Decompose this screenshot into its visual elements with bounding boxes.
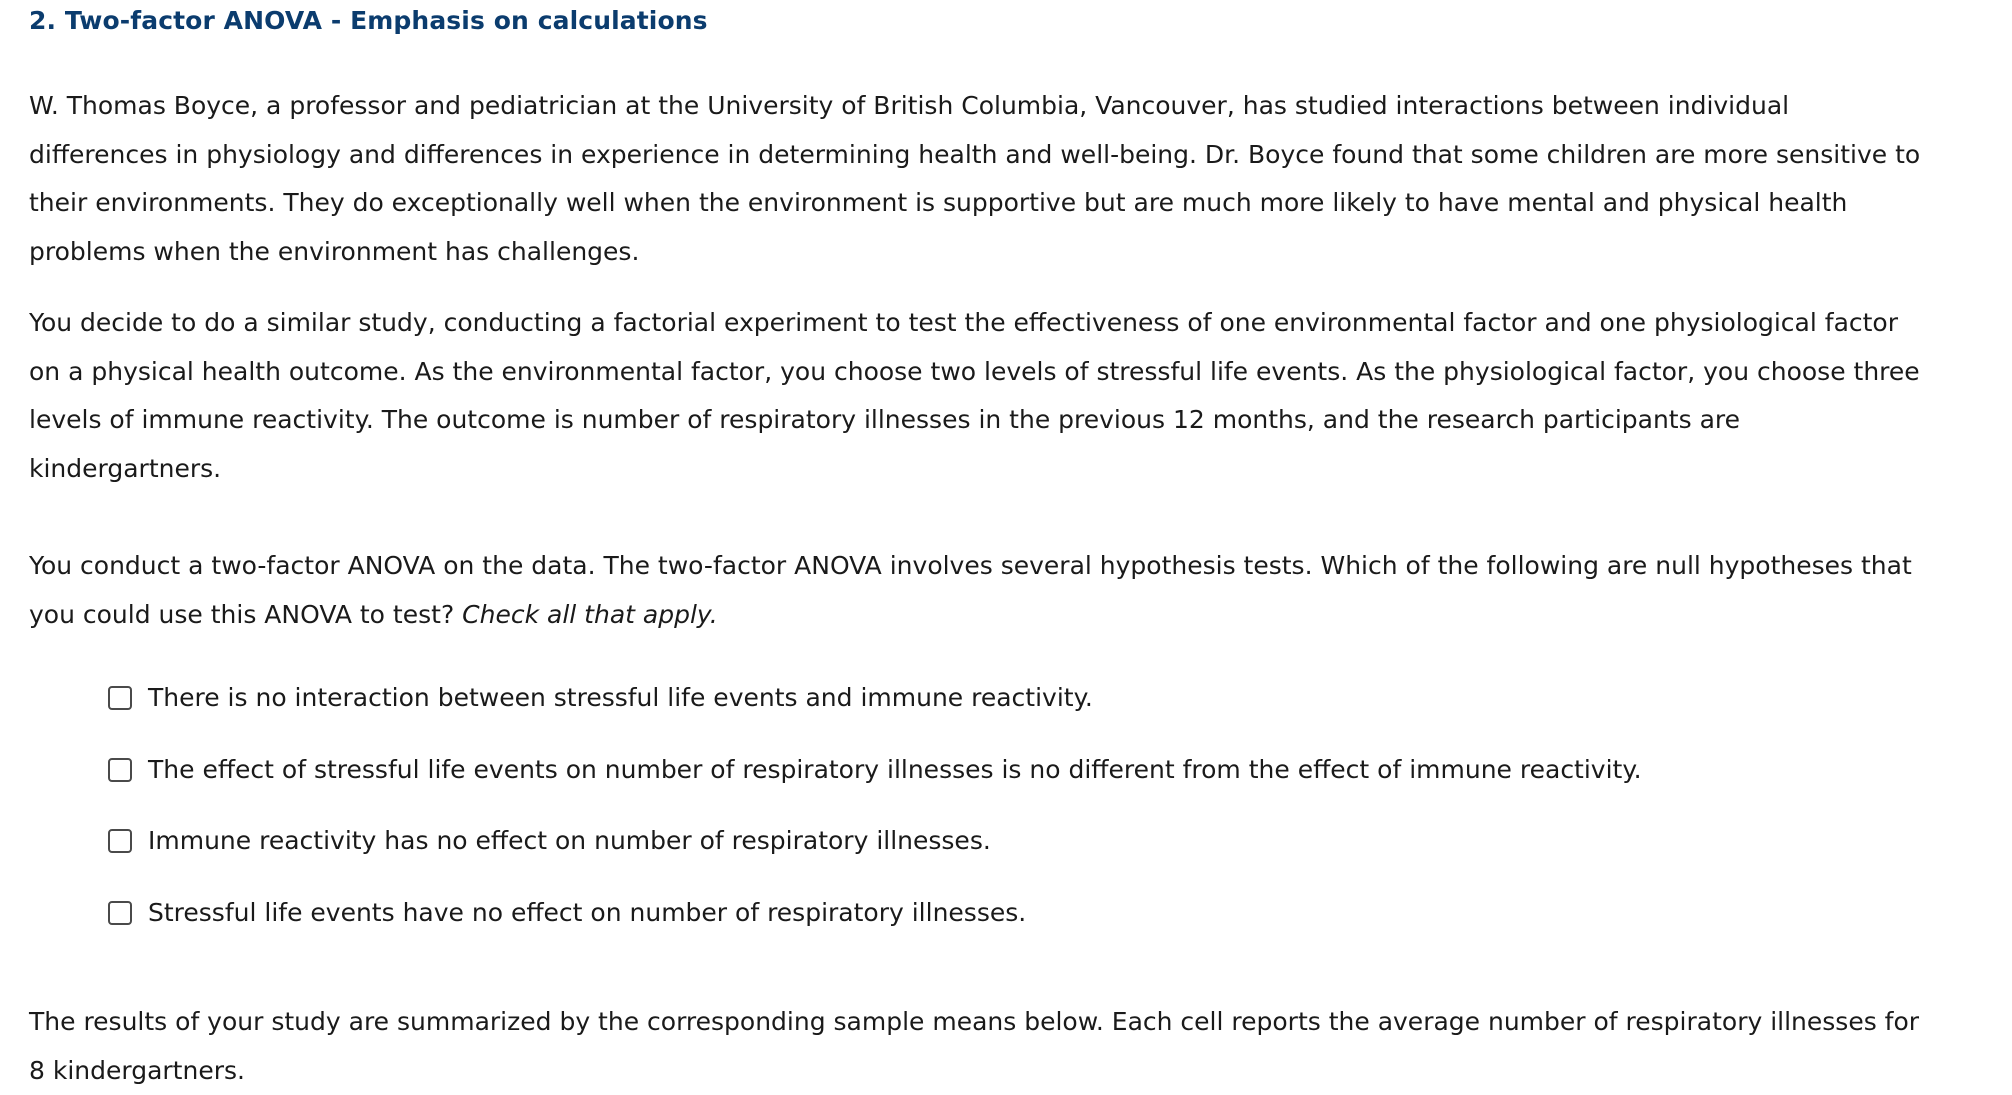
answer-options	[108, 678, 1642, 964]
checkbox-option-3[interactable]	[108, 829, 132, 853]
option-label[interactable]: Immune reactivity has no effect on number of respiratory illnesses.	[148, 826, 991, 855]
question-title: 2. Two-factor ANOVA - Emphasis on calculations	[29, 6, 708, 35]
intro-paragraph: W. Thomas Boyce, a professor and pediatrician at the University of British Columbia, Vancouver, has studied interactions between individual differences in physiology and differences in experience in determining health and well-being. Dr. Boyce found that some children are more sensitive to their environments. They do exceptionally well when the environment is supportive but are much more likely to have mental and physical health problems when the environment has challenges.	[29, 91, 1921, 266]
option-label[interactable]: The effect of stressful life events on number of respiratory illnesses is no different from the effect of immune reactivity.	[148, 754, 1642, 784]
prompt-instruction: Check all that apply.	[462, 599, 718, 629]
answer-option[interactable]	[108, 893, 1642, 933]
answer-option[interactable]	[108, 821, 1642, 861]
option-label[interactable]: Stressful life events have no effect on number of respiratory illnesses.	[148, 897, 1027, 927]
results-paragraph: The results of your study are summarized by the corresponding sample means below. Each cell reports the average number of respiratory illnesses for 8 kindergartners.	[29, 1007, 1920, 1085]
study-paragraph: You decide to do a similar study, conducting a factorial experiment to test the effectiveness of one environmental factor and one physiological factor on a physical health outcome. As the environmental factor, you choose two levels of stressful life events. As the physiological factor, you choose three levels of immune reactivity. The outcome is number of respiratory illnesses in the previous 12 months, and the research participants are kindergartners.	[29, 308, 1920, 483]
checkbox-option-4[interactable]	[108, 901, 132, 925]
answer-option[interactable]	[108, 750, 1642, 790]
prompt-text: You conduct a two-factor ANOVA on the data. The two-factor ANOVA involves several hypothesis tests. Which of the following are null hypotheses that you could use this ANOVA to test?	[29, 551, 1912, 629]
checkbox-option-2[interactable]	[108, 758, 132, 782]
answer-option[interactable]	[108, 678, 1642, 718]
option-label[interactable]: There is no interaction between stressful life events and immune reactivity.	[148, 683, 1093, 712]
prompt-paragraph	[29, 542, 1929, 639]
checkbox-option-1[interactable]	[108, 686, 132, 710]
